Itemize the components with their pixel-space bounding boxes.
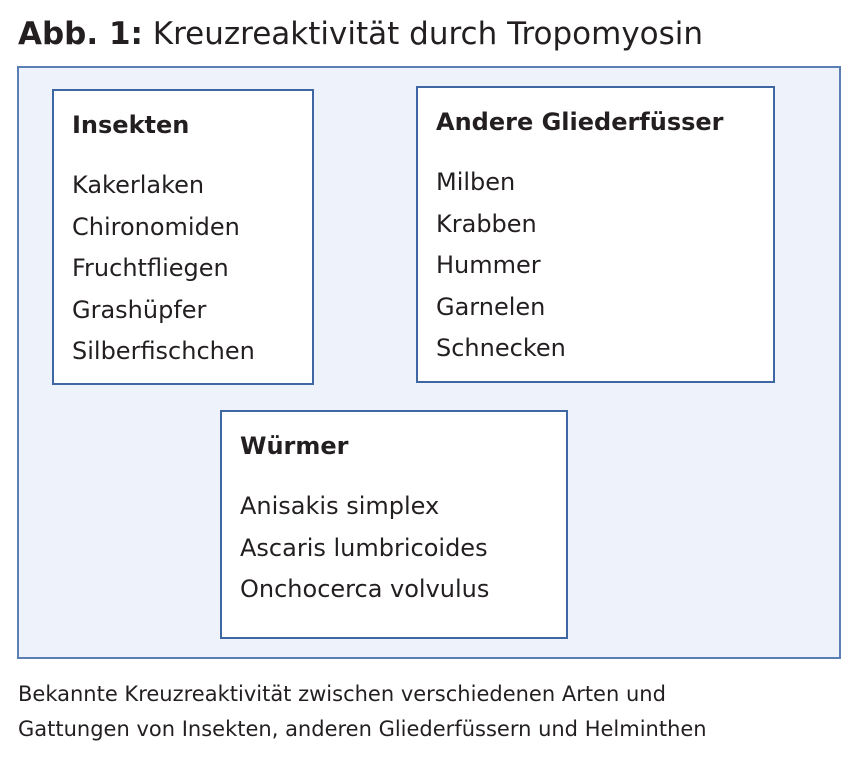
figure-caption: [18, 677, 853, 747]
group-item: Fruchtfliegen: [72, 254, 229, 282]
group-heading: Insekten: [72, 111, 190, 139]
group-item: Garnelen: [436, 292, 546, 321]
caption-line: Gattungen von Insekten, anderen Gliederfüssern und Helminthen: [18, 717, 707, 741]
caption-line: Bekannte Kreuzreaktivität zwischen verschiedenen Arten und: [18, 682, 666, 706]
group-item: Kakerlaken: [72, 171, 205, 199]
group-item-list: [72, 165, 294, 373]
group-heading: Andere Gliederfüsser: [436, 108, 724, 136]
group-item: Hummer: [436, 251, 541, 279]
group-item: Krabben: [436, 209, 537, 238]
figure-title: [18, 10, 703, 58]
group-box-gliederfuesser: [416, 86, 775, 383]
group-box-wuermer: [220, 410, 568, 639]
group-heading: Würmer: [240, 432, 349, 460]
group-item: Onchocerca volvulus: [240, 575, 490, 603]
group-item: Schnecken: [436, 334, 566, 362]
group-item-list: [436, 162, 755, 370]
figure-label: Abb. 1:: [18, 16, 143, 52]
group-item: Milben: [436, 168, 516, 196]
group-item: Grashüpfer: [72, 295, 207, 324]
group-box-insekten: [52, 89, 314, 385]
group-item: Anisakis simplex: [240, 492, 440, 520]
group-item: Chironomiden: [72, 212, 240, 241]
group-item: Silberfischchen: [72, 337, 255, 365]
group-item-list: [240, 486, 548, 611]
group-item: Ascaris lumbricoides: [240, 533, 488, 562]
figure-title-text: Kreuzreaktivität durch Tropomyosin: [152, 16, 704, 52]
